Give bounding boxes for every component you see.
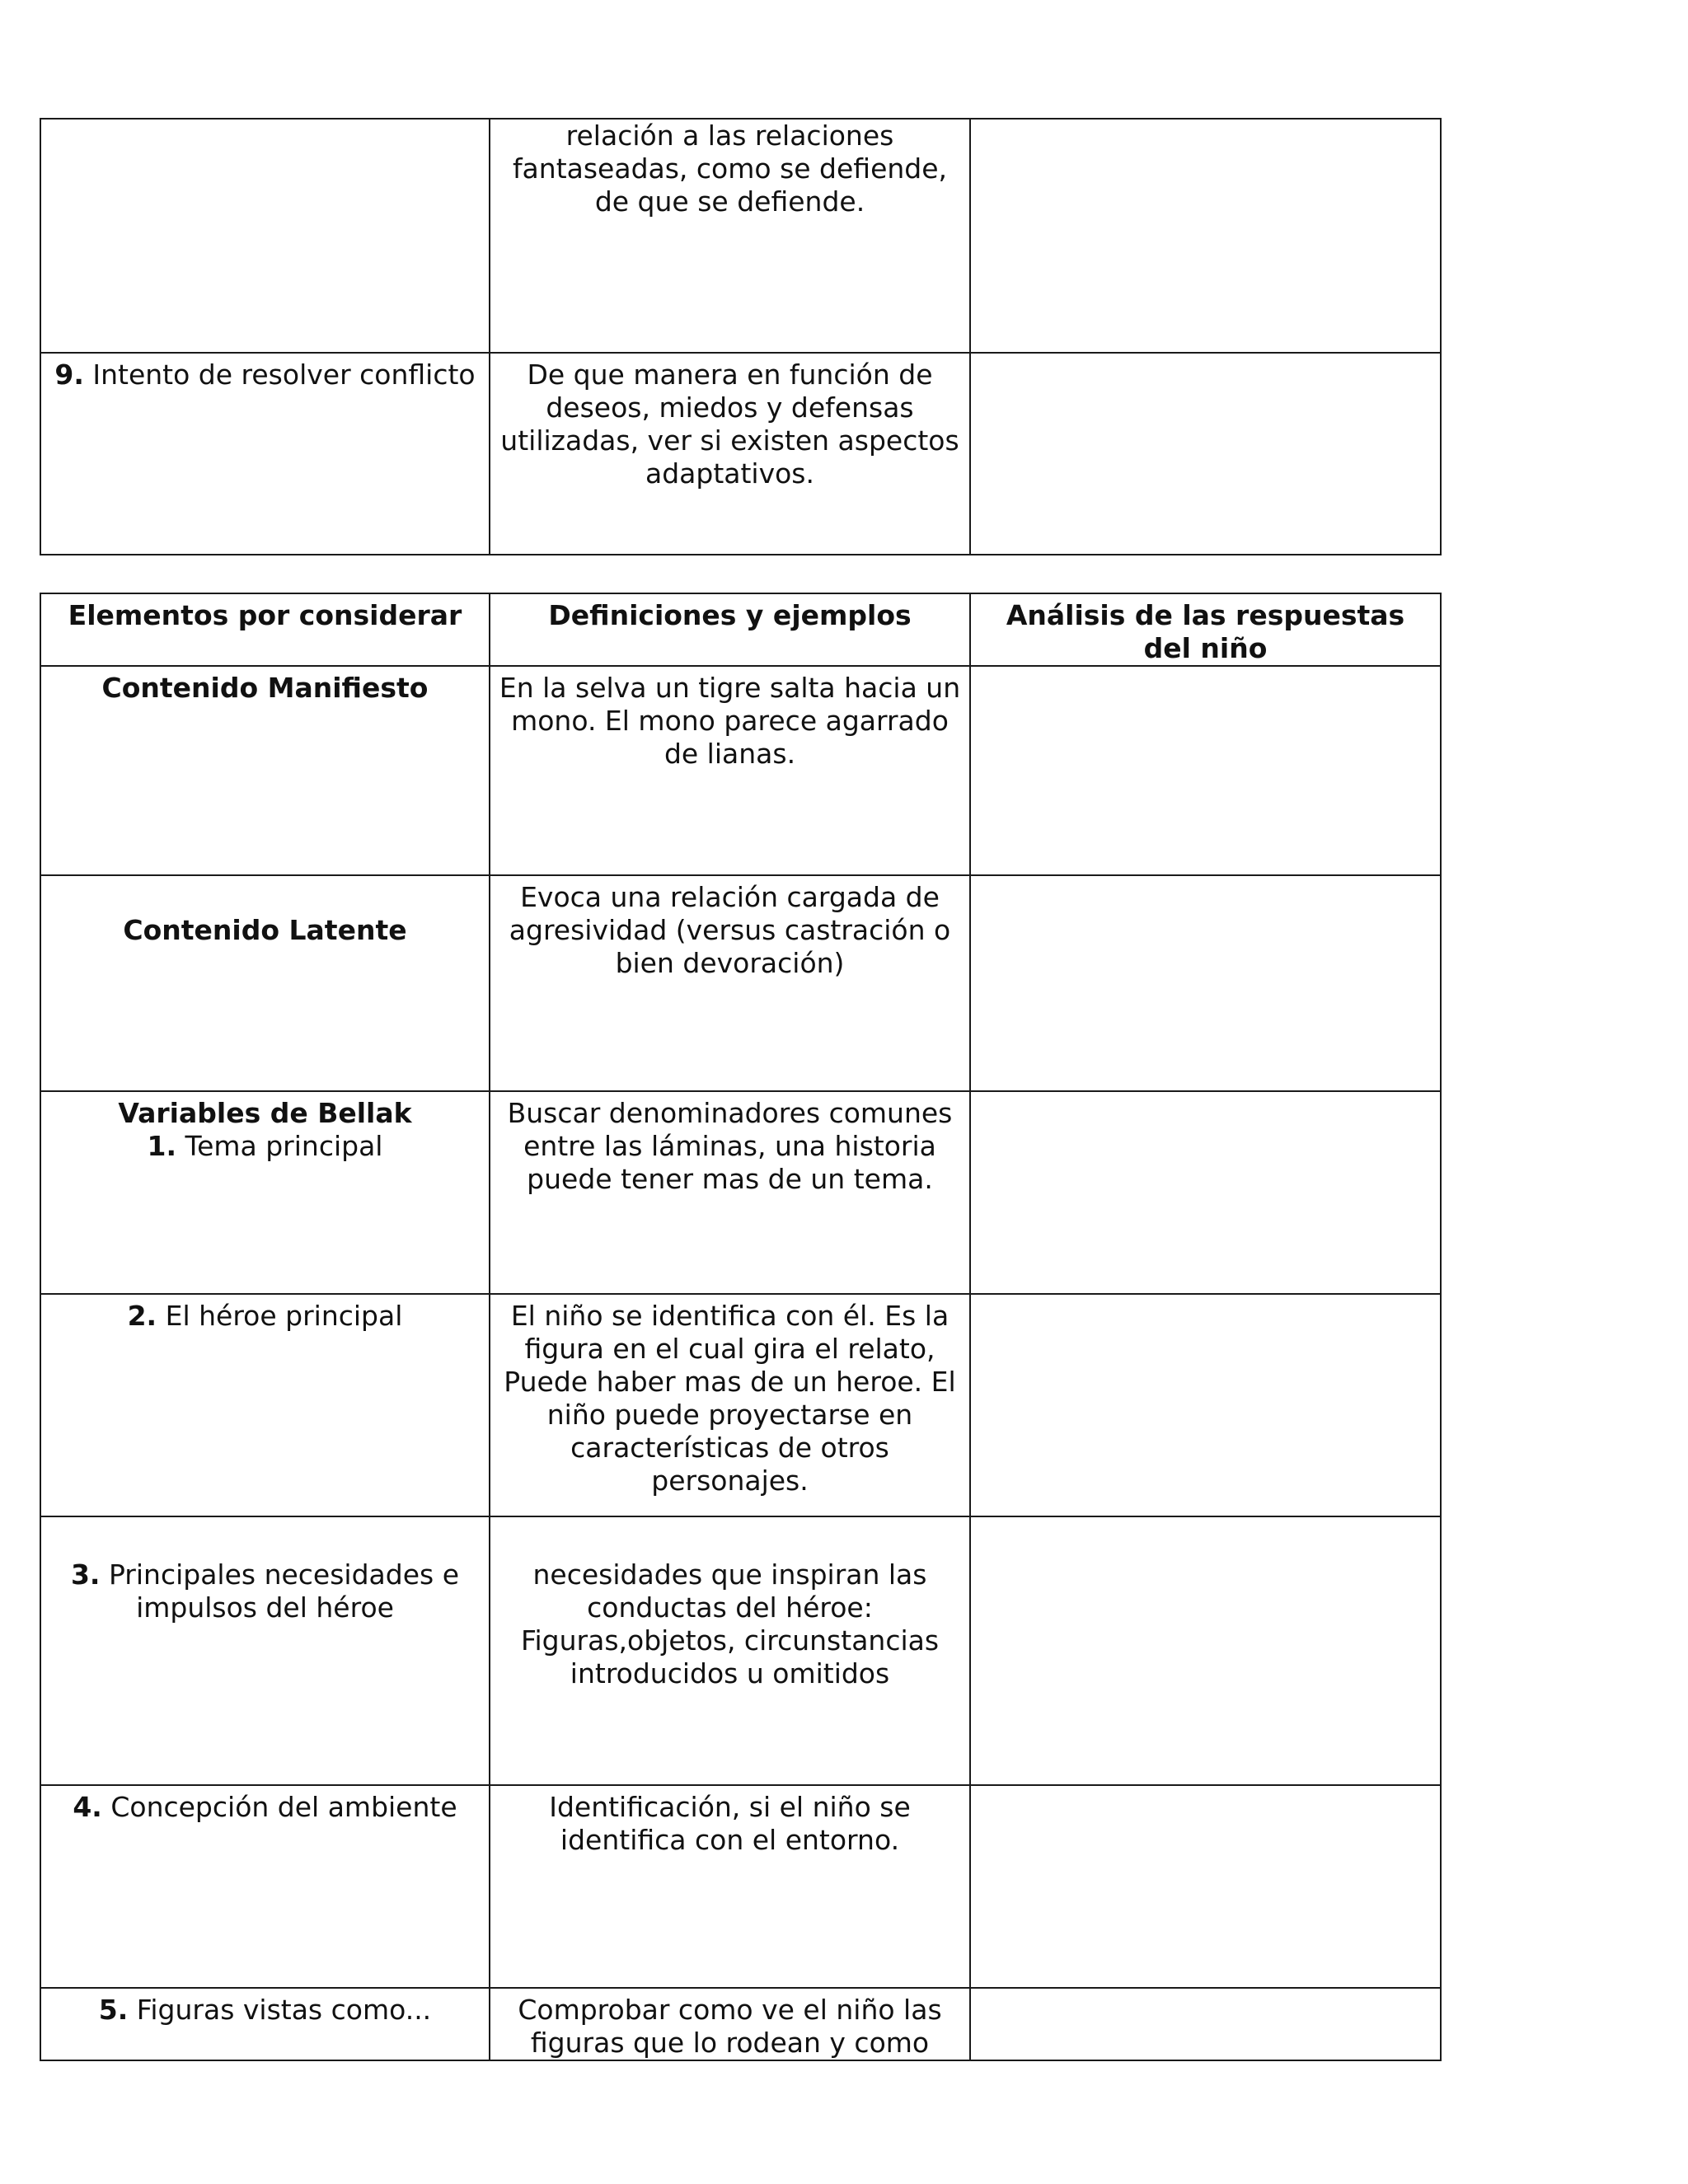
- table-row: [40, 1516, 1441, 1785]
- definition-cell: Buscar denominadores comunes entre las láminas, una historia puede tener mas de un tema.: [490, 1091, 970, 1294]
- analysis-cell[interactable]: [970, 666, 1441, 875]
- definition-cell: Evoca una relación cargada de agresividad (versus castración o bien devoración): [490, 875, 970, 1091]
- definition-cell: Identificación, si el niño se identifica con el entorno.: [490, 1785, 970, 1988]
- definition-cell: El niño se identifica con él. Es la figura en el cual gira el relato, Puede haber mas de un heroe. El niño puede proyectarse en características de otros personajes.: [490, 1294, 970, 1516]
- element-cell: [40, 1988, 490, 2060]
- element-cell: [40, 1785, 490, 1988]
- continuation-table: [40, 118, 1442, 555]
- analysis-cell[interactable]: [970, 875, 1441, 1091]
- element-number: 3.: [70, 1558, 101, 1591]
- analysis-cell[interactable]: [970, 1294, 1441, 1516]
- analysis-cell[interactable]: [970, 1785, 1441, 1988]
- element-label: Tema principal: [185, 1130, 383, 1162]
- definition-cell: relación a las relaciones fantaseadas, como se defiende, de que se defiende.: [490, 119, 970, 353]
- element-cell: Contenido Latente: [40, 875, 490, 1091]
- analysis-cell[interactable]: [970, 353, 1441, 555]
- table-row: [40, 353, 1441, 555]
- definition-cell: Comprobar como ve el niño las figuras que lo rodean y como: [490, 1988, 970, 2060]
- header-row: [40, 593, 1441, 666]
- element-number: 4.: [73, 1791, 102, 1823]
- table-row: [40, 119, 1441, 353]
- element-label: Principales necesidades e impulsos del héroe: [108, 1558, 460, 1624]
- element-cell: [40, 119, 490, 353]
- element-cell: Contenido Manifiesto: [40, 666, 490, 875]
- element-label: Concepción del ambiente: [110, 1791, 457, 1823]
- element-number: 9.: [54, 359, 84, 391]
- header-analysis: Análisis de las respuestas del niño: [970, 593, 1441, 666]
- element-number: 2.: [127, 1300, 157, 1332]
- header-elements: Elementos por considerar: [40, 593, 490, 666]
- table-row: [40, 1091, 1441, 1294]
- element-cell: [40, 353, 490, 555]
- header-definitions: Definiciones y ejemplos: [490, 593, 970, 666]
- definition-cell: En la selva un tigre salta hacia un mono. El mono parece agarrado de lianas.: [490, 666, 970, 875]
- analysis-cell[interactable]: [970, 1988, 1441, 2060]
- analysis-cell[interactable]: [970, 1516, 1441, 1785]
- element-cell: [40, 1516, 490, 1785]
- table-row: [40, 1785, 1441, 1988]
- analysis-cell[interactable]: [970, 119, 1441, 353]
- analysis-cell[interactable]: [970, 1091, 1441, 1294]
- analysis-table: [40, 593, 1442, 2061]
- element-title: Variables de Bellak: [118, 1097, 412, 1129]
- table-row: [40, 875, 1441, 1091]
- definition-cell: De que manera en función de deseos, miedos y defensas utilizadas, ver si existen aspectos adaptativos.: [490, 353, 970, 555]
- element-cell: [40, 1091, 490, 1294]
- element-label: Figuras vistas como...: [136, 1994, 432, 2026]
- element-label: Intento de resolver conflicto: [92, 359, 476, 391]
- table-row: [40, 666, 1441, 875]
- element-cell: [40, 1294, 490, 1516]
- table-row: [40, 1988, 1441, 2060]
- table-row: [40, 1294, 1441, 1516]
- element-number: 1.: [147, 1130, 177, 1162]
- definition-cell: necesidades que inspiran las conductas del héroe: Figuras,objetos, circunstancias introducidos u omitidos: [490, 1516, 970, 1785]
- element-label: El héroe principal: [165, 1300, 403, 1332]
- element-number: 5.: [98, 1994, 129, 2026]
